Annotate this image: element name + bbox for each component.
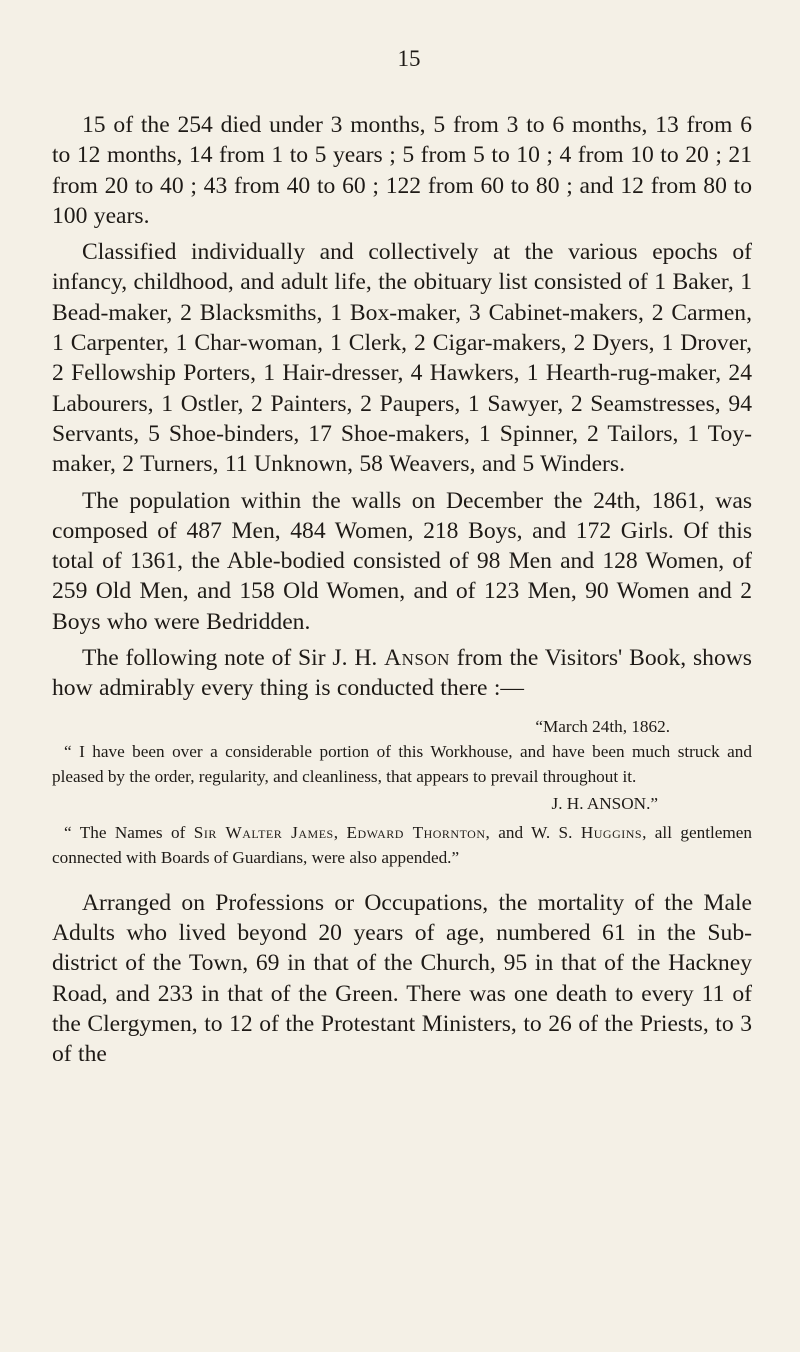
paragraph-occupations: Classified individually and collectively at the various epochs of infancy, childhood, and adult life, the obituary list consisted of 1 Baker, 1 Bead-maker, 2 Blacksmiths, 1 Box-maker, 3 Cabinet-makers, 2 Carmen, 1 Carpenter, 1 Char-woman, 1 Clerk, 2 Cigar-makers, 2 Dyers, 1 Drover, 2 Fellowship Porters, 1 Hair-dresser, 4 Hawkers, 1 Hearth-rug-maker, 24 Labourers, 1 Ostler, 2 Painters, 2 Paupers, 1 Sawyer, 2 Seamstresses, 94 Servants, 5 Shoe-binders, 17 Shoe-makers, 1 Spinner, 2 Tailors, 1 Toy-maker, 2 Turners, 11 Unknown, 58 Weavers, and 5 Winders. xyxy=(52,239,752,478)
note-intro-name: Anson xyxy=(384,645,450,672)
names-sep-1: , xyxy=(333,822,347,842)
name-huggins: Huggins xyxy=(580,822,643,842)
note-intro-before: The following note of Sir J. H. xyxy=(82,645,385,672)
names-part-3: , all gentlemen connected with Boards of Guardians, were also appended.” xyxy=(52,822,752,867)
note-intro-after: from the Visitors' Book, shows how admirably every thing is conducted there :— xyxy=(52,645,752,702)
quote-appended-names xyxy=(52,820,752,870)
paragraph-note-intro xyxy=(52,643,752,704)
quote-date: “March 24th, 1862. xyxy=(535,716,670,736)
names-part-1: “ The Names of xyxy=(64,822,194,842)
paragraph-population: The population within the walls on December the 24th, 1861, was composed of 487 Men, 484 Women, 218 Boys, and 172 Girls. Of this total of 1361, the Able-bodied consisted of 98 Men and 128 Women, of 259 Old Men, and 158 Old Women, and of 123 Men, 90 Women and 2 Boys who were Bedridden. xyxy=(52,487,752,635)
visitors-book-quote xyxy=(52,714,752,870)
paragraph-age-at-death: 15 of the 254 died under 3 months, 5 from 3 to 6 months, 13 from 6 to 12 months, 14 from 1 to 5 years ; 5 from 5 to 10 ; 4 from 10 to 20 ; 21 from 20 to 40 ; 43 from 40 to 60 ; 122 from 60 to 80 ; and 12 from 80 to 100 years. xyxy=(52,112,752,229)
names-part-2: , and W. S. xyxy=(485,822,581,842)
quote-signature: J. H. ANSON.” xyxy=(551,793,658,813)
name-walter-james: Sir Walter James xyxy=(193,822,334,842)
quote-text: “ I have been over a considerable portion of this Workhouse, and have been much struck and pleased by the order, regularity, and cleanliness, that appears to prevail throughout it. xyxy=(52,741,752,786)
name-edward-thornton: Edward Thornton xyxy=(346,822,486,842)
paragraph-male-adult-mortality: Arranged on Professions or Occupations, the mortality of the Male Adults who lived beyond 20 years of age, numbered 61 in the Sub-district of the Town, 69 in that of the Church, 95 in that of the Hackney Road, and 233 in that of the Green. There was one death to every 11 of the Clergymen, to 12 of the Protestant Ministers, to 26 of the Priests, to 3 of the xyxy=(52,889,752,1068)
page-number: 15 xyxy=(397,46,421,71)
